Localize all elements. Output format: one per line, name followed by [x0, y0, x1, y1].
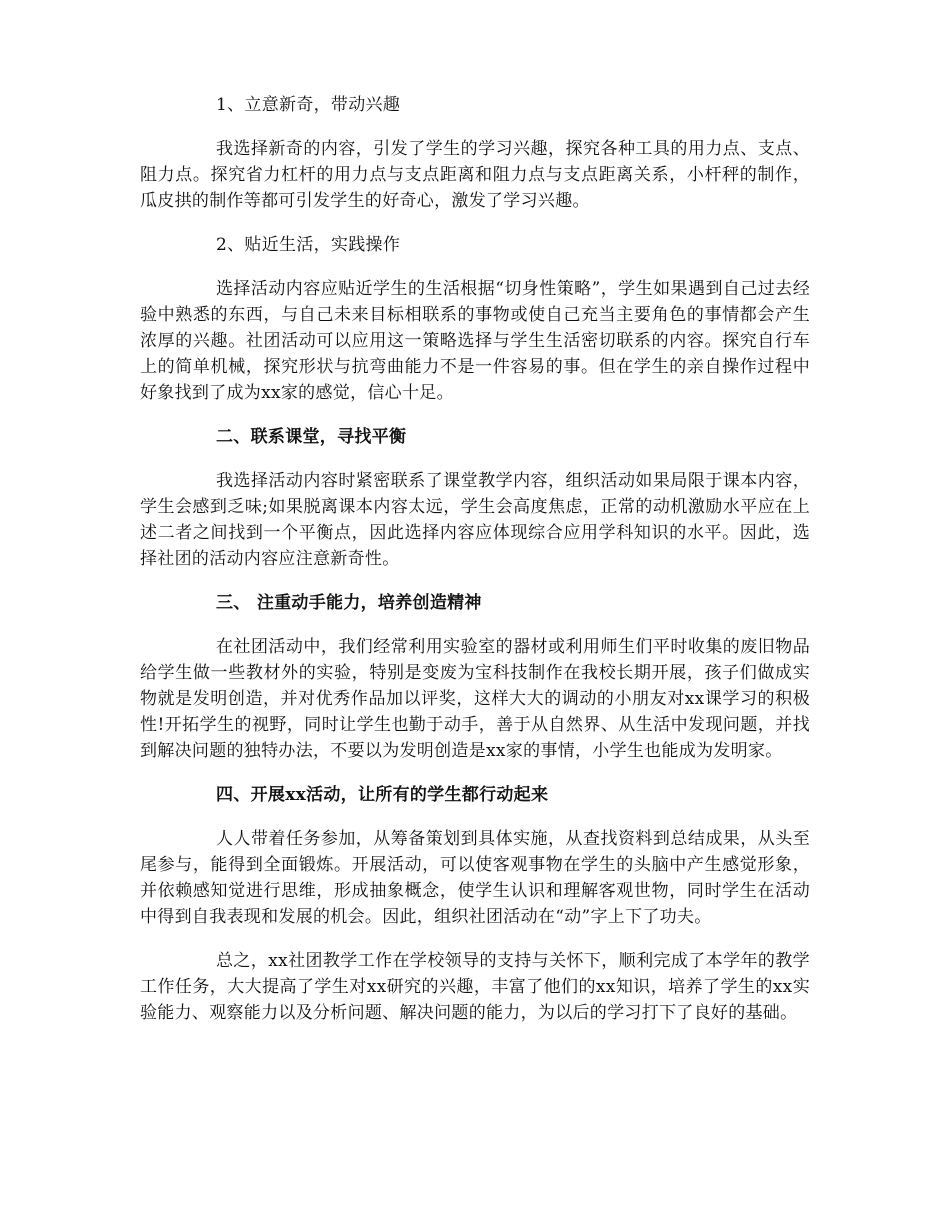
paragraph-3: 我选择活动内容时紧密联系了课堂教学内容，组织活动如果局限于课本内容，学生会感到乏味;如果脱离课本内容太远，学生会高度焦虑，正常的动机激励水平应在上述二者之间找到一个平衡点，因此选择内容应体现综合应用学科知识的水平。因此，选择社团的活动内容应注意新奇性。 [140, 471, 810, 569]
paragraph-1: 我选择新奇的内容，引发了学生的学习兴趣，探究各种工具的用力点、支点、阻力点。探究省力杠杆的用力点与支点距离和阻力点与支点距离关系，小杆秤的制作，瓜皮拱的制作等都可引发学生的好奇心，激发了学习兴趣。 [140, 139, 810, 211]
paragraph-2: 选择活动内容应贴近学生的生活根据“切身性策略”，学生如果遇到自己过去经验中熟悉的东西，与自己未来目标相联系的事物或使自己充当主要角色的事情都会产生浓厚的兴趣。社团活动可以应用这一策略选择与学生生活密切联系的内容。探究自行车上的简单机械，探究形状与抗弯曲能力不是一件容易的事。但在学生的亲自操作过程中好象找到了成为xx家的感觉，信心十足。 [140, 279, 810, 403]
section-heading-3: 三、 注重动手能力，培养创造精神 [216, 593, 482, 613]
subheading-2: 2、贴近生活，实践操作 [216, 235, 401, 255]
paragraph-6: 总之，xx社团教学工作在学校领导的支持与关怀下，顺利完成了本学年的教学工作任务，大大提高了学生对xx研究的兴趣，丰富了他们的xx知识，培养了学生的xx实验能力、观察能力以及分析问题、解决问题的能力，为以后的学习打下了良好的基础。 [140, 951, 810, 1023]
paragraph-4: 在社团活动中，我们经常利用实验室的器材或利用师生们平时收集的废旧物品给学生做一些教材外的实验，特别是变废为宝科技制作在我校长期开展，孩子们做成实物就是发明创造，并对优秀作品加以评奖，这样大大的调动的小朋友对xx课学习的积极性!开拓学生的视野，同时让学生也勤于动手，善于从自然界、从生活中发现问题，并找到解决问题的独特办法，不要以为发明创造是xx家的事情，小学生也能成为发明家。 [140, 637, 810, 761]
section-heading-4: 四、开展xx活动，让所有的学生都行动起来 [216, 785, 549, 805]
subheading-1: 1、立意新奇，带动兴趣 [216, 95, 401, 115]
document-page [140, 92, 810, 1044]
paragraph-5: 人人带着任务参加，从筹备策划到具体实施，从查找资料到总结成果，从头至尾参与，能得到全面锻炼。开展活动，可以使客观事物在学生的头脑中产生感觉形象，并依赖感知觉进行思维，形成抽象概念，使学生认识和理解客观世物，同时学生在活动中得到自我表现和发展的机会。因此，组织社团活动在“动”字上下了功夫。 [140, 829, 810, 927]
section-heading-2: 二、联系课堂，寻找平衡 [216, 427, 407, 447]
